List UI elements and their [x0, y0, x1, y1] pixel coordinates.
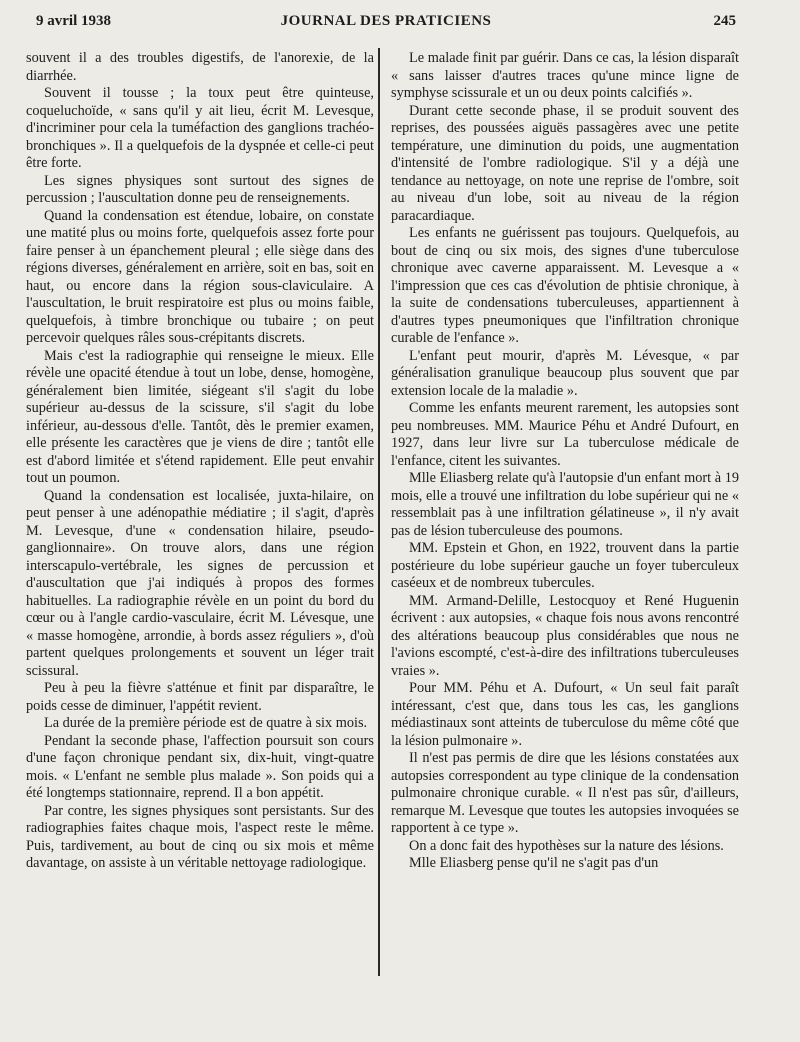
issue-date: 9 avril 1938: [36, 13, 111, 29]
paragraph: On a donc fait des hypothèses sur la nature des lésions.: [409, 837, 724, 854]
paragraph: Les signes physiques sont surtout des signes de percussion ; l'auscultation donne peu de renseignements.: [26, 172, 374, 206]
left-column: [26, 50, 374, 873]
right-column: [391, 50, 739, 873]
paragraph: Pendant la seconde phase, l'affection poursuit son cours d'une façon chronique pendant six, dix-huit, vingt-quatre mois. « L'enfant ne semble plus malade ». Son poids qui a été longtemps stationnaire, reprend. Il a bon appétit.: [26, 732, 374, 801]
column-divider: [378, 48, 380, 976]
paragraph: Le malade finit par guérir. Dans ce cas, la lésion disparaît « sans laisser d'autres traces qu'une mince ligne de symphyse scissurale et un ou deux points calcifiés ».: [391, 50, 739, 101]
running-header: [36, 13, 736, 35]
paragraph: MM. Armand-Delille, Lestocquoy et René Huguenin écrivent : aux autopsies, « chaque fois nous avons rencontré des altérations beaucoup plus considérables que nous ne l'avions escompté, c'est-à-dire des infiltrations tuberculeuses vraies ».: [391, 592, 739, 679]
paragraph: Mlle Eliasberg pense qu'il ne s'agit pas d'un: [409, 855, 659, 871]
journal-title: JOURNAL DES PRATICIENS: [280, 13, 492, 29]
paragraph: Par contre, les signes physiques sont persistants. Sur des radiographies faites chaque mois, l'aspect reste le même. Puis, tardivement, au bout de cinq ou six mois et même davantage, on assiste à un véritable nettoyage radiologique.: [26, 802, 374, 871]
paragraph: Mais c'est la radiographie qui renseigne le mieux. Elle révèle une opacité étendue à tout un lobe, dense, homogène, généralement bien limitée, siégeant s'il s'agit du lobe supérieur au-dessus de la scissure, s'il s'agit du lobe inférieur, au-dessous d'elle. Tantôt, dès le premier examen, elle présente les caractères que je viens de dire ; tantôt elle est d'abord limitée et s'étend rapidement. Elle peut envahir tout un poumon.: [26, 347, 374, 486]
paragraph: Quand la condensation est localisée, juxta-hilaire, on peut penser à une adénopathie médiatire ; il s'agit, d'après M. Levesque, d'une « condensation hilaire, pseudo-ganglionnaire». On trouve alors, dans une région interscapulo-vertébrale, les signes de percussion et d'auscultation que j'ai indiqués à propos des formes habituelles. La radiographie révèle en un point du bord du cœur ou à l'angle cardio-vasculaire, écrit M. Lévesque, une « masse homogène, arrondie, à bords assez réguliers », d'où partent quelques prolongements et souvent un léger trait scissural.: [26, 487, 374, 679]
paragraph: L'enfant peut mourir, d'après M. Lévesque, « par généralisation granulique beaucoup plus souvent que par extension locale de la maladie ».: [391, 347, 739, 399]
page-number: 245: [713, 13, 736, 29]
paragraph: La durée de la première période est de quatre à six mois.: [44, 715, 368, 731]
paragraph: Les enfants ne guérissent pas toujours. Quelquefois, au bout de cinq ou six mois, des signes d'une tuberculose chronique avec caverne apparaissent. M. Levesque a « l'impression que ces cas d'évolution de phtisie chronique, à la suite de condensations tuberculeuses, appartiennent à d'autres types pneumoniques que l'infiltration chronique curable de l'enfance ».: [391, 225, 739, 346]
paragraph: souvent il a des troubles digestifs, de l'anorexie, de la diarrhée.: [26, 50, 374, 84]
paragraph: Il n'est pas permis de dire que les lésions constatées aux autopsies correspondent au type clinique de la condensation pulmonaire chronique curable. « Il n'est pas sûr, d'ailleurs, remarque M. Levesque que toutes les autopsies invoquées se rapportent à ce type ».: [391, 750, 739, 836]
paragraph: Souvent il tousse ; la toux peut être quinteuse, coqueluchoïde, « sans qu'il y ait lieu, écrit M. Levesque, d'incriminer pour cela la tuméfaction des ganglions trachéo-bronchiques ». Il a quelquefois de la dyspnée et celle-ci peut être forte.: [26, 85, 374, 171]
paragraph: MM. Epstein et Ghon, en 1922, trouvent dans la partie postérieure du lobe supérieur gauche un foyer tuberculeux caséeux et de nombreux tubercules.: [391, 540, 739, 591]
paragraph: Mlle Eliasberg relate qu'à l'autopsie d'un enfant mort à 19 mois, elle a trouvé une infiltration du lobe supérieur qui ne « ressemblait pas à une infiltration gélatineuse », il n'y avait pas de lésion tuberculeuse des poumons.: [391, 470, 739, 539]
paragraph: Peu à peu la fièvre s'atténue et finit par disparaître, le poids cesse de diminuer, l'appétit revient.: [26, 680, 374, 714]
paragraph: Comme les enfants meurent rarement, les autopsies sont peu nombreuses. MM. Maurice Péhu et André Dufourt, en 1927, dans leur livre sur La tuberculose médicale de l'enfance, citent les suivantes.: [391, 400, 739, 469]
paragraph: Quand la condensation est étendue, lobaire, on constate une matité plus ou moins forte, quelquefois assez forte pour faire penser à un épanchement pleural ; elle siège dans des régions diverses, généralement en arrière, soit en bas, soit en haut, ou encore dans la région sous-claviculaire. A l'auscultation, le bruit respiratoire est plus ou moins faible, quelquefois, à timbre bronchique ou tubaire ; on peut percevoir quelques râles sous-crépitants discrets.: [26, 207, 374, 346]
paragraph: Durant cette seconde phase, il se produit souvent des reprises, des poussées aiguës passagères avec une petite température, une diminution du poids, une augmentation d'intensité de l'ombre radiologique. S'il y a déjà une tendance au nettoyage, on note une reprise de l'ombre, soit au niveau d'un lobe, soit au niveau de la région paracardiaque.: [391, 102, 739, 224]
paragraph: Pour MM. Péhu et A. Dufourt, « Un seul fait paraît intéressant, c'est que, dans tous les cas, les ganglions médiastinaux sont atteints de tuberculose du même côté que la lésion pulmonaire ».: [391, 680, 739, 749]
